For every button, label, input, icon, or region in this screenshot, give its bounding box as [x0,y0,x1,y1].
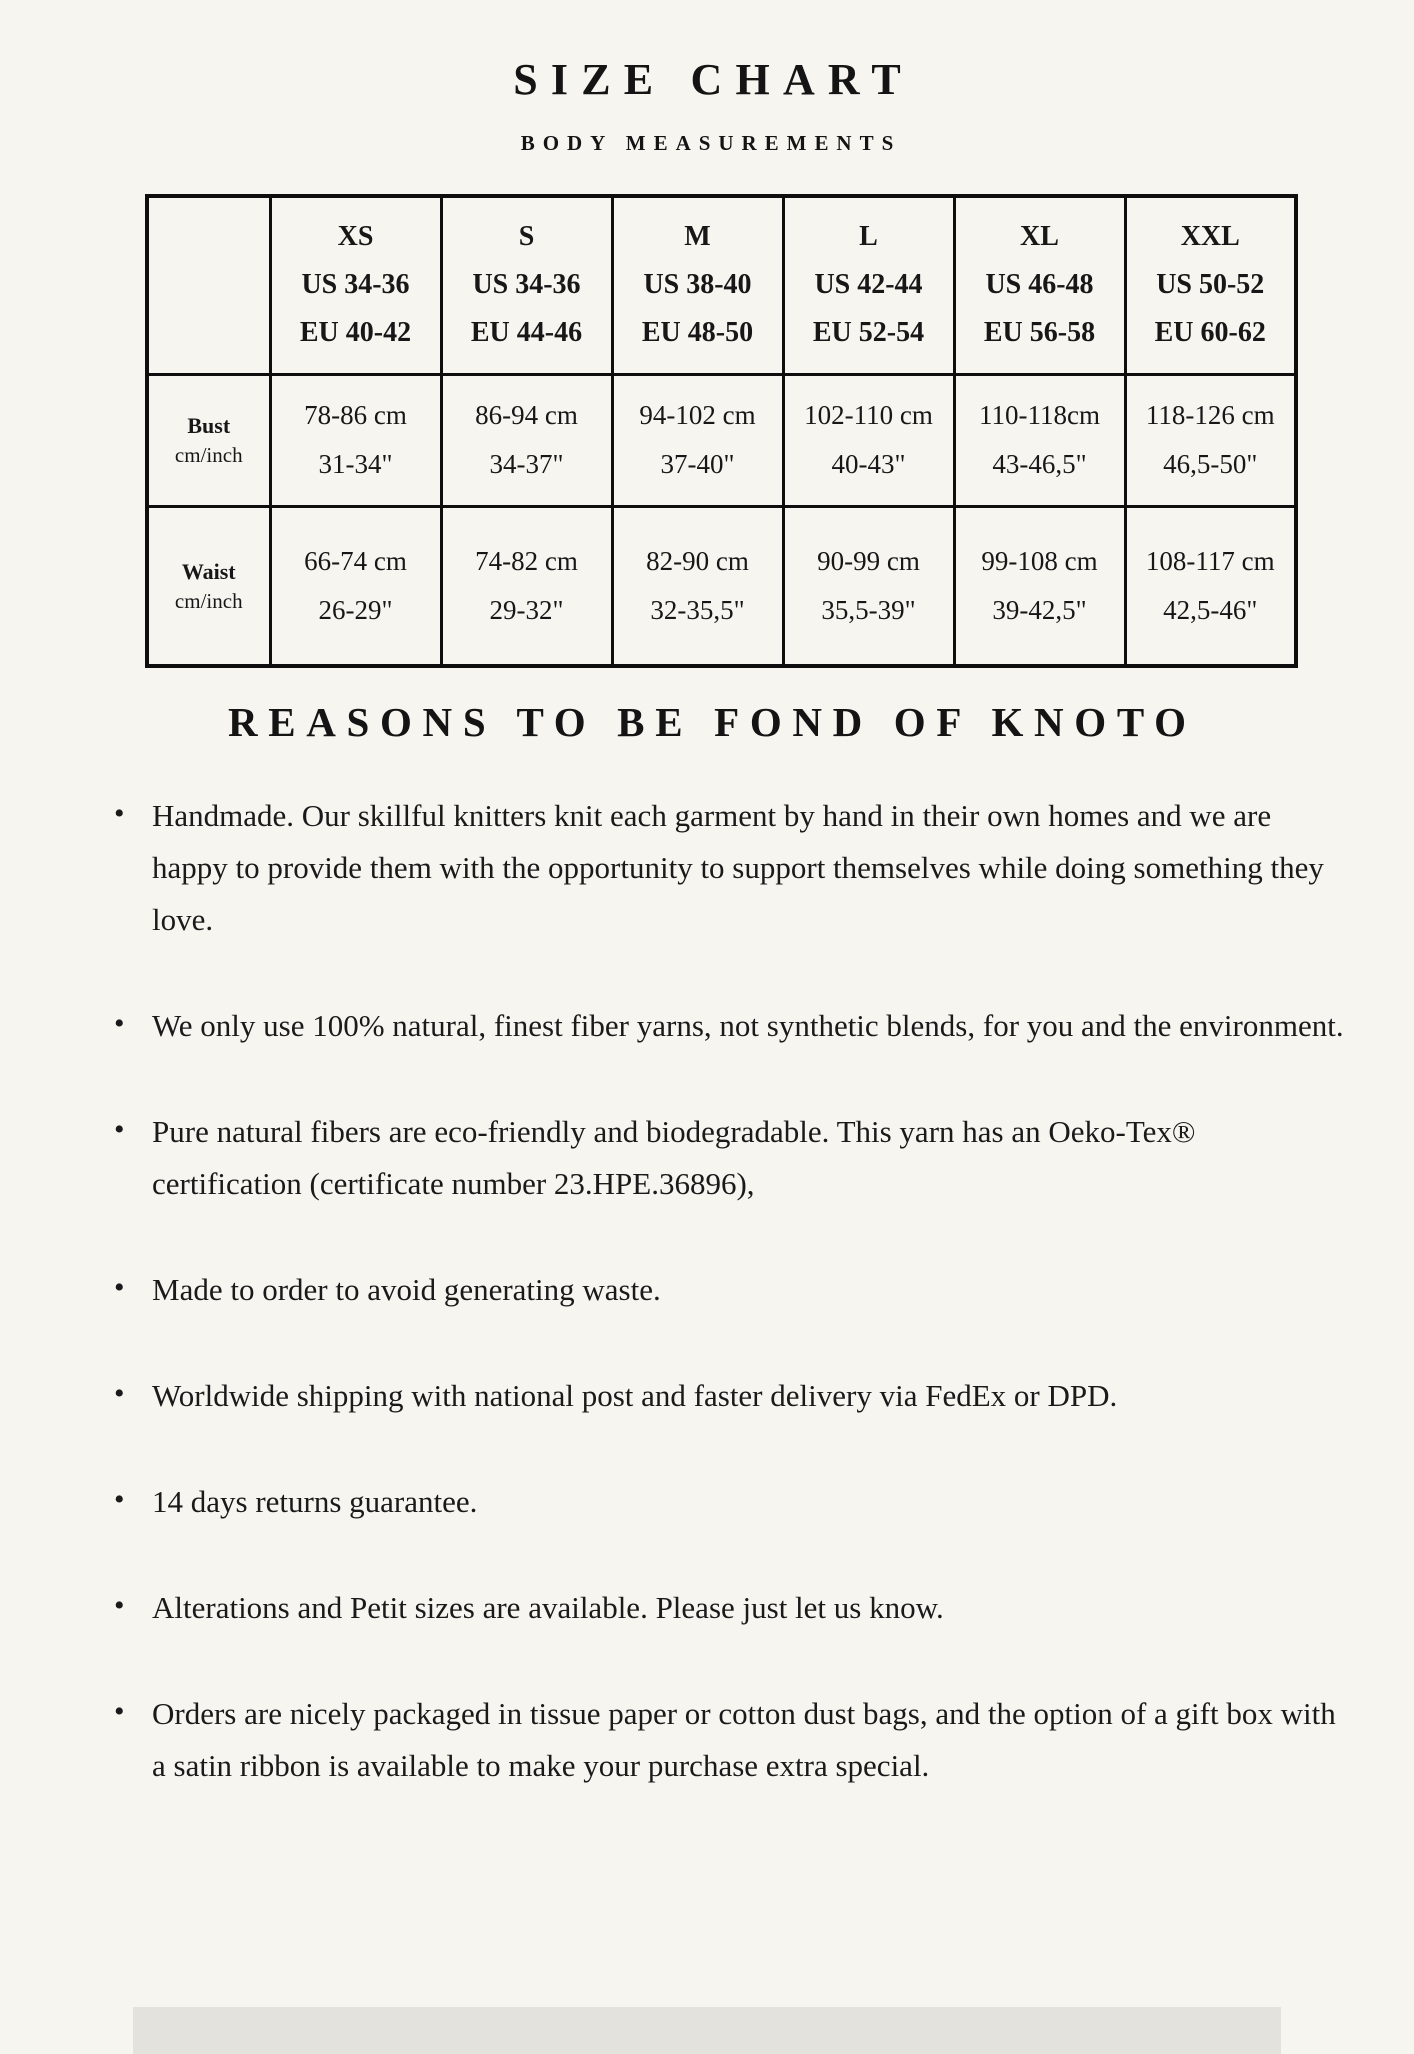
reason-item-handmade: • Handmade. Our skillful knitters knit each garment by hand in their own homes and we are happy to provide them with the opportunity to support themselves while doing something they love. [112,790,1344,946]
inch-value: 26-29" [318,594,393,625]
waist-row-header [147,506,270,666]
cm-value: 102-110 cm [804,400,933,430]
row-label: Bust [187,413,231,438]
inch-value: 40-43" [831,449,906,479]
bust-cell-l [783,374,954,506]
size-label: XXL [1180,221,1240,253]
us-size: US 34-36 [301,269,410,301]
bust-row-header [147,374,270,506]
size-label: M [684,221,711,253]
bust-cell-m [612,374,783,506]
inch-value: 31-34" [318,449,393,479]
waist-cell-m [612,506,783,666]
cm-value: 94-102 cm [639,400,756,430]
inch-value: 29-32" [489,594,564,625]
size-header-cell-s [441,196,612,374]
cm-value: 66-74 cm [304,545,407,576]
reason-item-packaging: • Orders are nicely packaged in tissue paper or cotton dust bags, and the option of a gift box with a satin ribbon is available to make your purchase extra special. [112,1688,1344,1792]
page-title: SIZE CHART [513,55,914,104]
inch-value: 35,5-39" [821,594,916,625]
inch-value: 46,5-50" [1163,449,1258,479]
size-label: L [859,221,878,253]
next-section-preview-bar [133,2007,1281,2054]
bust-cell-xxl [1125,374,1296,506]
cm-value: 86-94 cm [475,400,578,430]
waist-cell-s [441,506,612,666]
size-header-cell-l [783,196,954,374]
inch-value: 34-37" [489,449,564,479]
row-unit: cm/inch [174,588,243,613]
size-header-cell-xxl [1125,196,1296,374]
corner-cell [147,196,270,374]
cm-value: 74-82 cm [475,545,578,576]
bust-cell-xs [270,374,441,506]
reasons-heading: REASONS TO BE FOND OF KNOTO [228,699,1197,745]
row-label: Waist [181,558,236,584]
eu-size: EU 44-46 [470,317,583,349]
cm-value: 110-118cm [979,400,1100,430]
reason-item-natural-fibers: • We only use 100% natural, finest fiber yarns, not synthetic blends, for you and the environment. [112,1000,1344,1052]
waist-cell-xxl [1125,506,1296,666]
page-subtitle: BODY MEASUREMENTS [520,131,902,155]
inch-value: 32-35,5" [650,594,745,625]
us-size: US 50-52 [1156,269,1265,301]
us-size: US 42-44 [814,269,923,301]
size-table [145,194,1298,668]
eu-size: EU 48-50 [641,317,754,349]
waist-cell-xl [954,506,1125,666]
us-size: US 38-40 [643,269,752,301]
bust-cell-s [441,374,612,506]
inch-value: 42,5-46" [1163,594,1258,625]
eu-size: EU 40-42 [299,317,412,349]
size-header-cell-xs [270,196,441,374]
reason-item-returns: • 14 days returns guarantee. [112,1476,1344,1528]
us-size: US 34-36 [472,269,581,301]
waist-cell-l [783,506,954,666]
cm-value: 108-117 cm [1145,545,1275,576]
cm-value: 78-86 cm [304,400,407,430]
reason-item-shipping: • Worldwide shipping with national post and faster delivery via FedEx or DPD. [112,1370,1344,1422]
size-header-row [147,196,1296,374]
size-label: XS [337,221,374,253]
us-size: US 46-48 [985,269,1094,301]
reasons-list [112,790,1344,1792]
inch-value: 39-42,5" [992,594,1087,625]
reason-item-alterations: • Alterations and Petit sizes are available. Please just let us know. [112,1582,1344,1634]
size-header-cell-m [612,196,783,374]
reason-item-eco-friendly: • Pure natural fibers are eco-friendly and biodegradable. This yarn has an Oeko-Tex® certification (certificate number 23.HPE.36896), [112,1106,1344,1210]
bust-row [147,374,1296,506]
waist-row [147,506,1296,666]
inch-value: 37-40" [660,449,735,479]
cm-value: 90-99 cm [817,545,920,576]
eu-size: EU 60-62 [1154,317,1266,349]
cm-value: 82-90 cm [646,545,749,576]
size-header-cell-xl [954,196,1125,374]
inch-value: 43-46,5" [992,449,1087,479]
size-chart-page [0,54,1414,1792]
bust-cell-xl [954,374,1125,506]
size-label: S [518,221,535,253]
row-unit: cm/inch [174,443,243,467]
eu-size: EU 56-58 [983,317,1096,349]
cm-value: 99-108 cm [981,545,1098,576]
reason-item-made-to-order: • Made to order to avoid generating waste. [112,1264,1344,1316]
waist-cell-xs [270,506,441,666]
cm-value: 118-126 cm [1145,400,1275,430]
eu-size: EU 52-54 [812,317,925,349]
size-label: XL [1020,221,1059,253]
